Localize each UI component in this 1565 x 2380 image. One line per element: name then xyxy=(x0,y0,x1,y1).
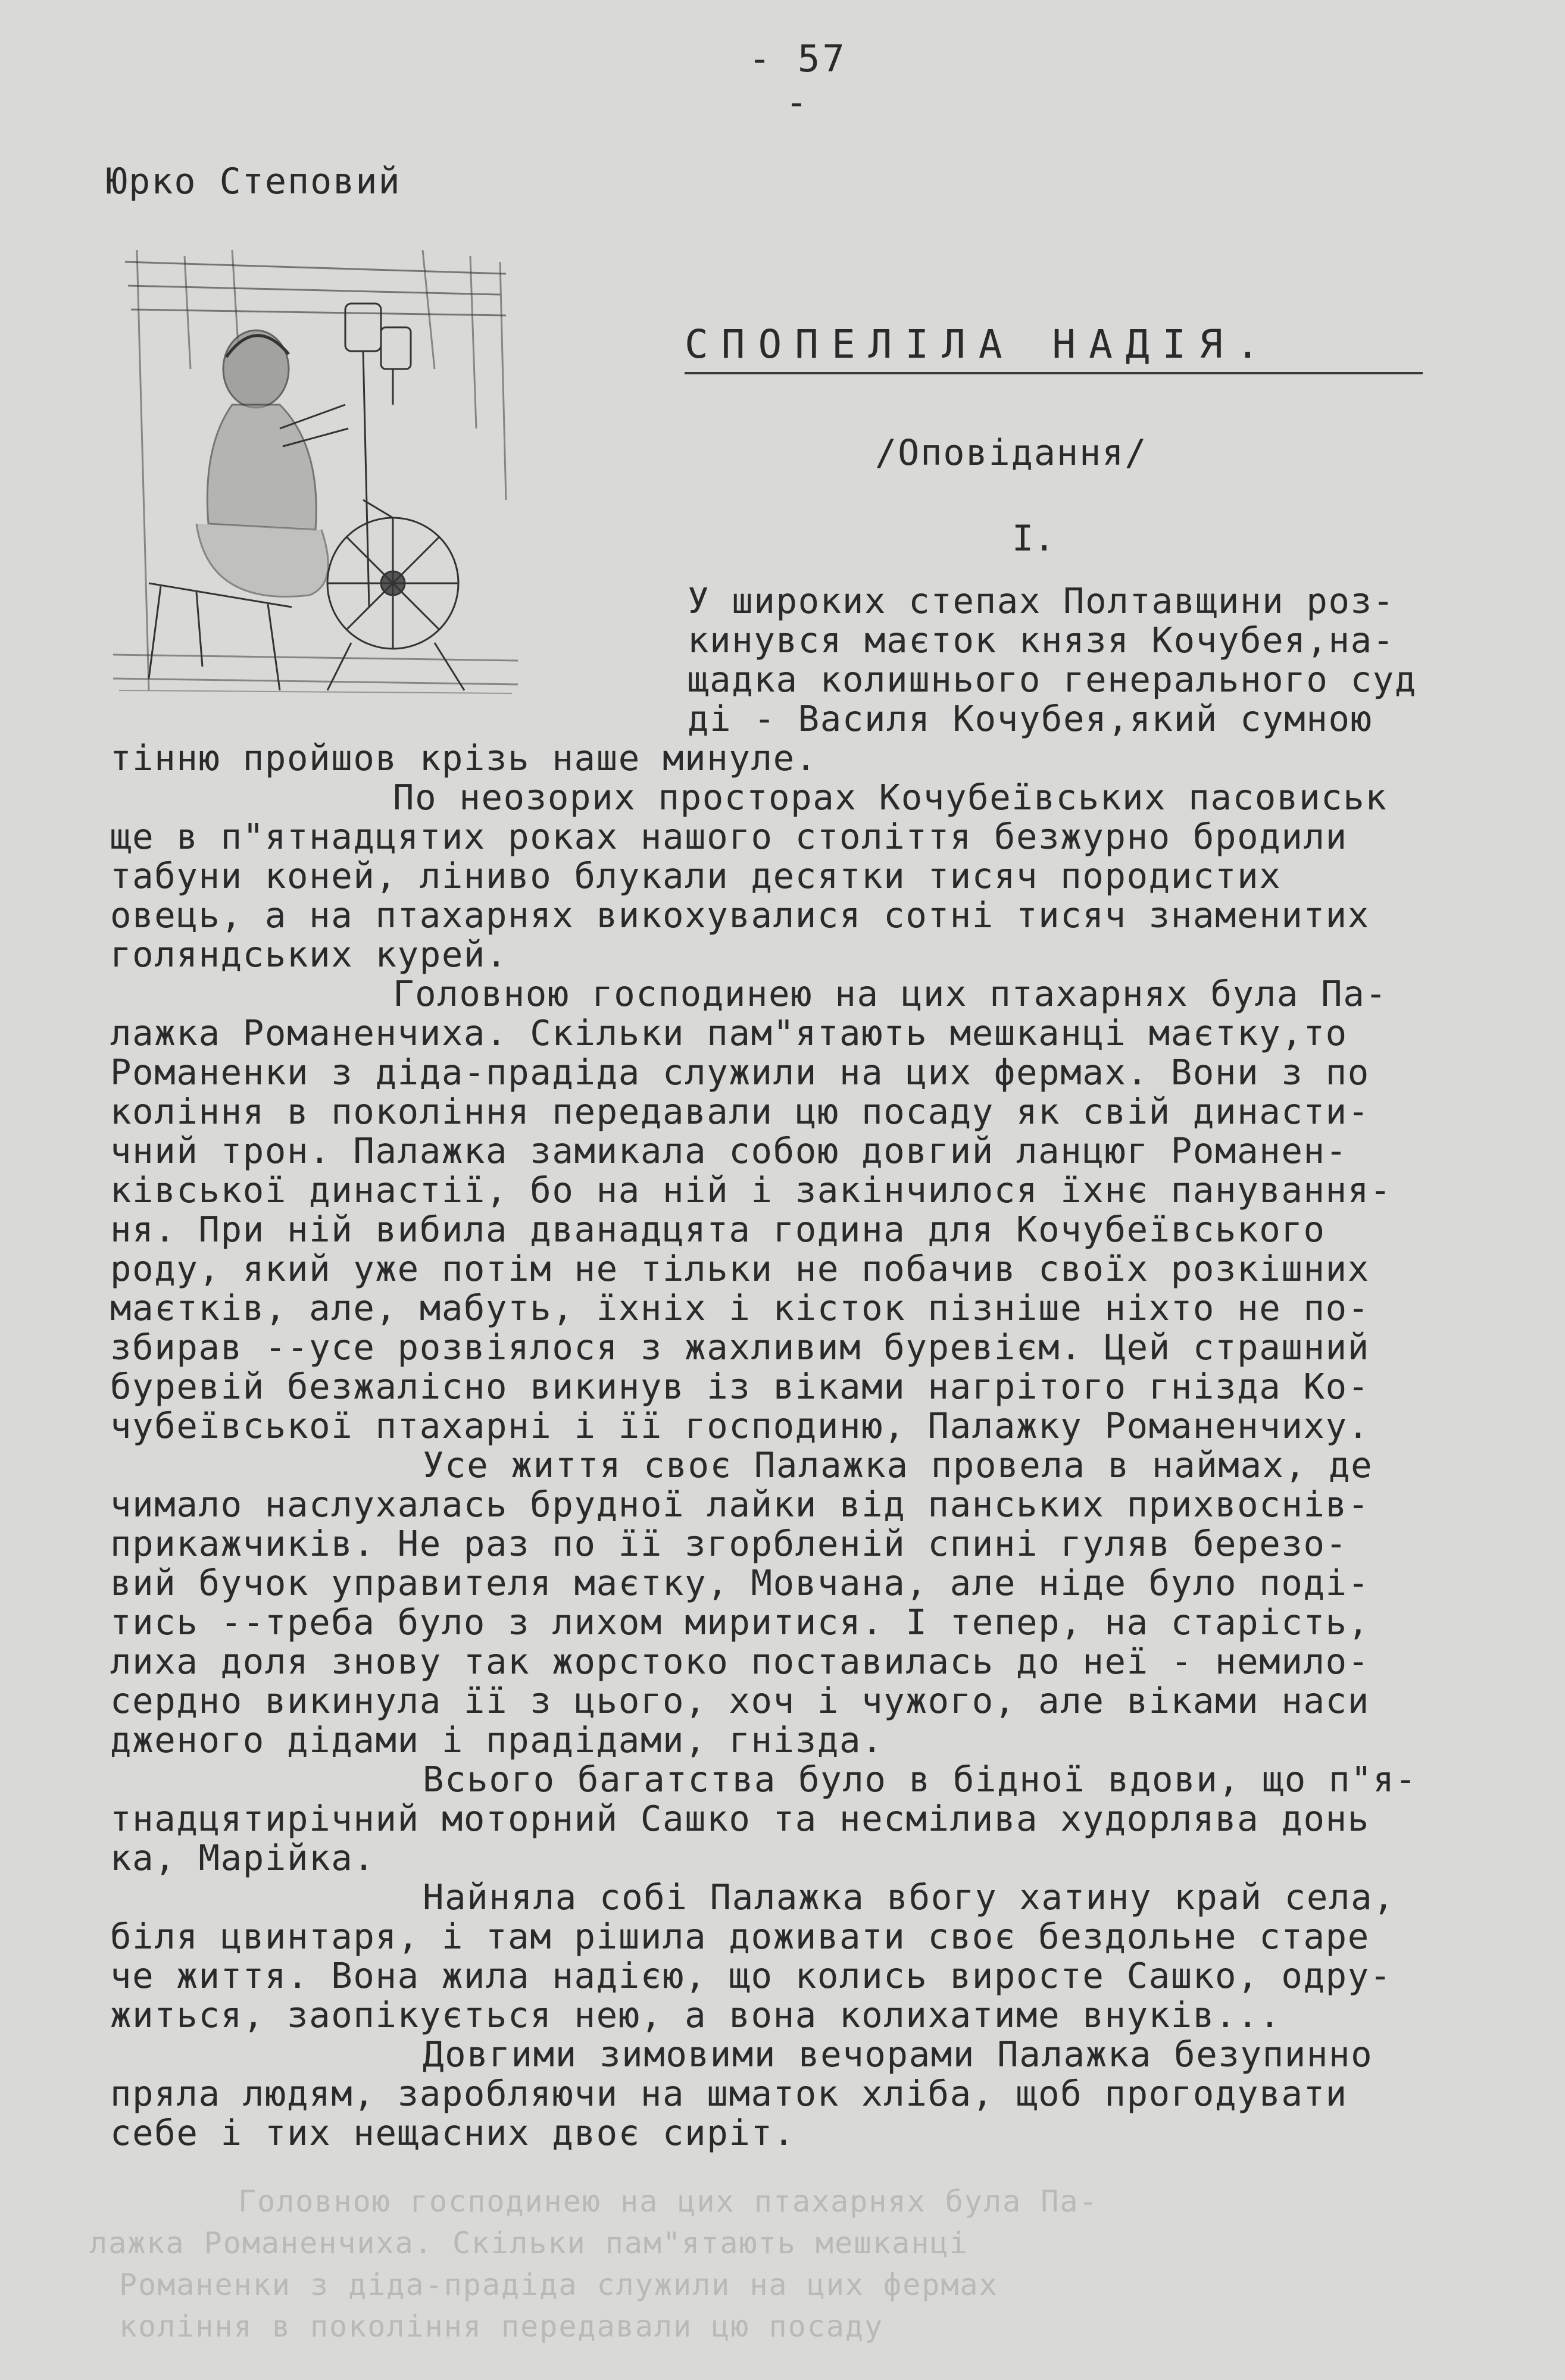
spinning-woman-engraving-icon xyxy=(113,250,518,702)
story-subtitle: /Оповідання/ xyxy=(875,432,1148,474)
body-line: Головною господинею на цих птахарнях була Па- xyxy=(393,973,1388,1014)
body-line: щадка колишнього генерального суд xyxy=(688,659,1417,700)
body-line: ді - Василя Кочубея,який сумною xyxy=(688,698,1373,739)
author-name: Юрко Степовий xyxy=(106,161,401,202)
body-line: кинувся маєток князя Кочубея,на- xyxy=(688,620,1395,661)
body-line: роду, який уже потім не тільки не побачив своїх розкішних xyxy=(110,1248,1370,1289)
body-line: маєтків, але, мабуть, їхніх і кісток пізніше ніхто не по- xyxy=(110,1287,1370,1328)
bleed-through-line: лажка Романенчиха. Скільки пам"ятають мешканці xyxy=(89,2226,969,2260)
body-line: чубеївської птахарні і її господиню, Палажку Романенчиху. xyxy=(110,1405,1370,1446)
body-line: голяндських курей. xyxy=(110,934,508,975)
body-line: лажка Романенчиха. Скільки пам"ятають мешканці маєтку,то xyxy=(110,1012,1348,1053)
body-line: тінню пройшов крізь наше минуле. xyxy=(110,737,817,778)
bleed-through-line: коління в покоління передавали цю посаду xyxy=(119,2309,884,2344)
body-line: біля цвинтаря, і там рішила доживати своє бездольне старе xyxy=(110,1916,1370,1957)
body-line: коління в покоління передавали цю посаду як свій династи- xyxy=(110,1091,1370,1132)
body-line: тись --треба було з лихом миритися. І тепер, на старість, xyxy=(110,1602,1370,1643)
body-line: себе і тих нещасних двоє сиріт. xyxy=(110,2112,795,2153)
body-line: ківської династії, бо на ній і закінчилося їхнє панування- xyxy=(110,1169,1392,1211)
story-title: СПОПЕЛІЛА НАДІЯ. xyxy=(685,321,1423,374)
body-line: ка, Марійка. xyxy=(110,1837,376,1878)
body-line: ня. При ній вибила дванадцята година для Кочубеївського xyxy=(110,1209,1326,1250)
body-line: Усе життя своє Палажка провела в наймах, де xyxy=(423,1444,1373,1485)
body-line: дженого дідами і прадідами, гнізда. xyxy=(110,1719,884,1760)
body-line: че життя. Вона жила надією, що колись виросте Сашко, одру- xyxy=(110,1955,1392,1996)
body-line: чний трон. Палажка замикала собою довгий ланцюг Романен- xyxy=(110,1130,1348,1171)
body-line: ще в п"ятнадцятих роках нашого століття безжурно бродили xyxy=(110,816,1348,857)
bleed-through-line: Головною господинею на цих птахарнях була Па- xyxy=(238,2184,1098,2219)
body-line: Романенки з діда-прадіда служили на цих фермах. Вони з по xyxy=(110,1052,1370,1093)
body-line: У широких степах Полтавщини роз- xyxy=(688,580,1395,621)
body-line: табуни коней, ліниво блукали десятки тисяч породистих xyxy=(110,855,1282,896)
page-number: - 57 - xyxy=(748,37,847,124)
body-line: збирав --усе розвіялося з жахливим буревієм. Цей страшний xyxy=(110,1327,1370,1368)
body-line: Найняла собі Палажка вбогу хатину край села, xyxy=(423,1877,1395,1918)
body-line: житься, заопікується нею, а вона колихатиме внуків... xyxy=(110,1994,1282,2035)
body-line: овець, а на птахарнях викохувалися сотні тисяч знаменитих xyxy=(110,895,1370,936)
body-line: тнадцятирічний моторний Сашко та несміливa худорлява донь xyxy=(110,1798,1370,1839)
body-line: лиха доля знову так жорстоко поставилась до неї - немило- xyxy=(110,1641,1370,1682)
body-line: сердно викинула її з цього, хоч і чужого, але віками наси xyxy=(110,1680,1370,1721)
body-line: пряла людям, заробляючи на шматок хліба, щоб прогодувати xyxy=(110,2073,1348,2114)
body-line: Всього багатства було в бідної вдови, що п"я- xyxy=(423,1759,1417,1800)
body-line: вий бучок управителя маєтку, Мовчана, але ніде було поді- xyxy=(110,1562,1370,1603)
body-line: По неозорих просторах Кочубеївських пасовиськ xyxy=(393,777,1388,818)
body-line: буревій безжалісно викинув із віками нагрітого гнізда Ко- xyxy=(110,1366,1370,1407)
body-line: прикажчиків. Не раз по її згорбленій спині гуляв березо- xyxy=(110,1523,1348,1564)
chapter-number: I. xyxy=(1012,518,1055,559)
body-line: чимало наслухалась брудної лайки від панських прихвоснів- xyxy=(110,1484,1370,1525)
bleed-through-line: Романенки з діда-прадіда служили на цих фермах xyxy=(119,2268,998,2302)
body-line: Довгими зимовими вечорами Палажка безупинно xyxy=(423,2034,1373,2075)
